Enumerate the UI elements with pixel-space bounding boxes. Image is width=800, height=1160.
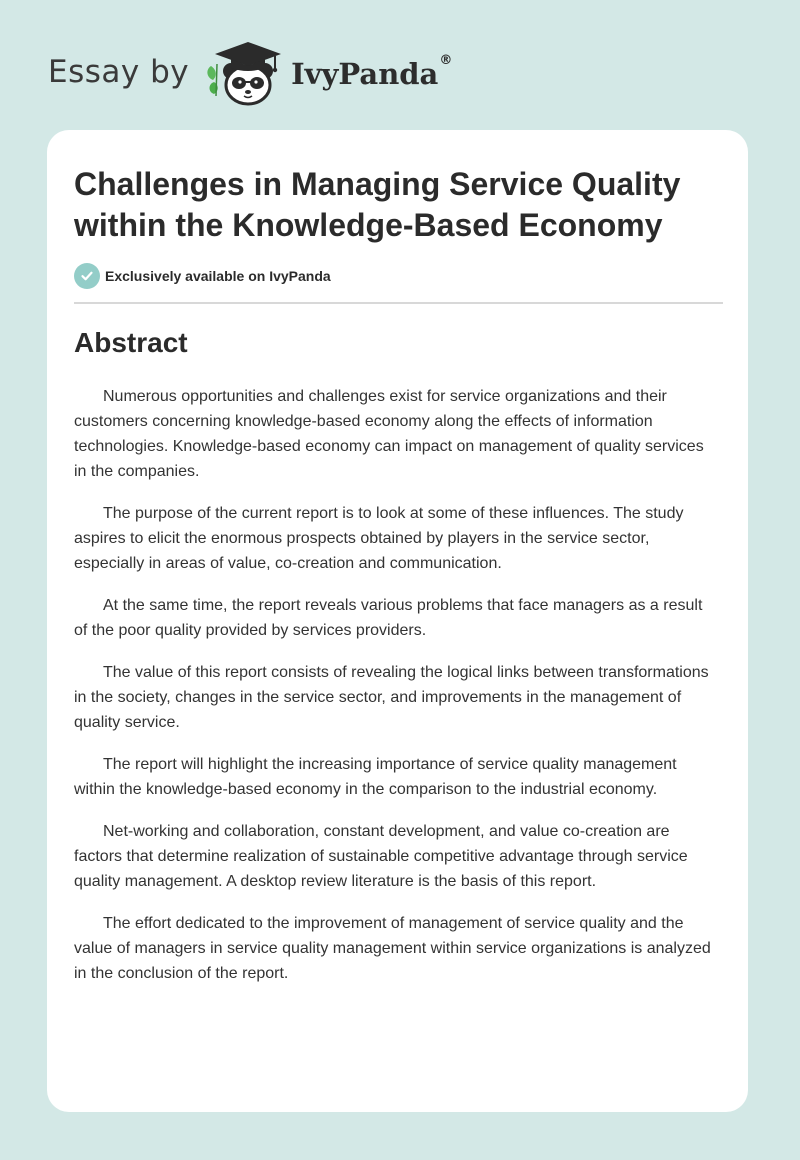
- paragraph: The value of this report consists of revealing the logical links between transformations in the society, changes in the service sector, and improvements in the management of quality service.: [74, 664, 709, 731]
- paragraph: Numerous opportunities and challenges exist for service organizations and their customers concerning knowledge-based economy along the effects of information technologies. Knowledge-based economy can impact on management of quality services in the companies.: [74, 388, 704, 480]
- essay-title: Challenges in Managing Service Quality within the Knowledge-Based Economy: [74, 166, 681, 243]
- exclusive-label: Exclusively available on IvyPanda: [105, 268, 331, 284]
- panda-graduate-logo-icon[interactable]: [203, 36, 287, 108]
- check-icon: [74, 263, 100, 289]
- registered-mark: ®: [439, 53, 453, 68]
- abstract-body: [74, 384, 720, 1003]
- paragraph: The effort dedicated to the improvement of management of service quality and the value of managers in service quality management within service organizations is analyzed in the conclusion of the report.: [74, 915, 711, 982]
- section-heading: Abstract: [74, 327, 188, 358]
- exclusive-badge: [74, 263, 331, 289]
- paragraph: Net-working and collaboration, constant development, and value co-creation are factors that determine realization of sustainable competitive advantage through service quality management. A desktop review literature is the basis of this report.: [74, 823, 688, 890]
- divider: [74, 302, 723, 304]
- brand-prefix: Essay by: [48, 54, 190, 90]
- essay-card: [47, 130, 748, 1112]
- brand-name[interactable]: [291, 53, 453, 91]
- site-header: [48, 36, 452, 108]
- brand-name-text: IvyPanda: [291, 57, 439, 91]
- paragraph: The report will highlight the increasing importance of service quality management within the knowledge-based economy in the comparison to the industrial economy.: [74, 756, 677, 798]
- paragraph: The purpose of the current report is to look at some of these influences. The study aspires to elicit the enormous prospects obtained by players in the service sector, especially in areas of value, co-creation and communication.: [74, 505, 684, 572]
- paragraph: At the same time, the report reveals various problems that face managers as a result of the poor quality provided by services providers.: [74, 597, 703, 639]
